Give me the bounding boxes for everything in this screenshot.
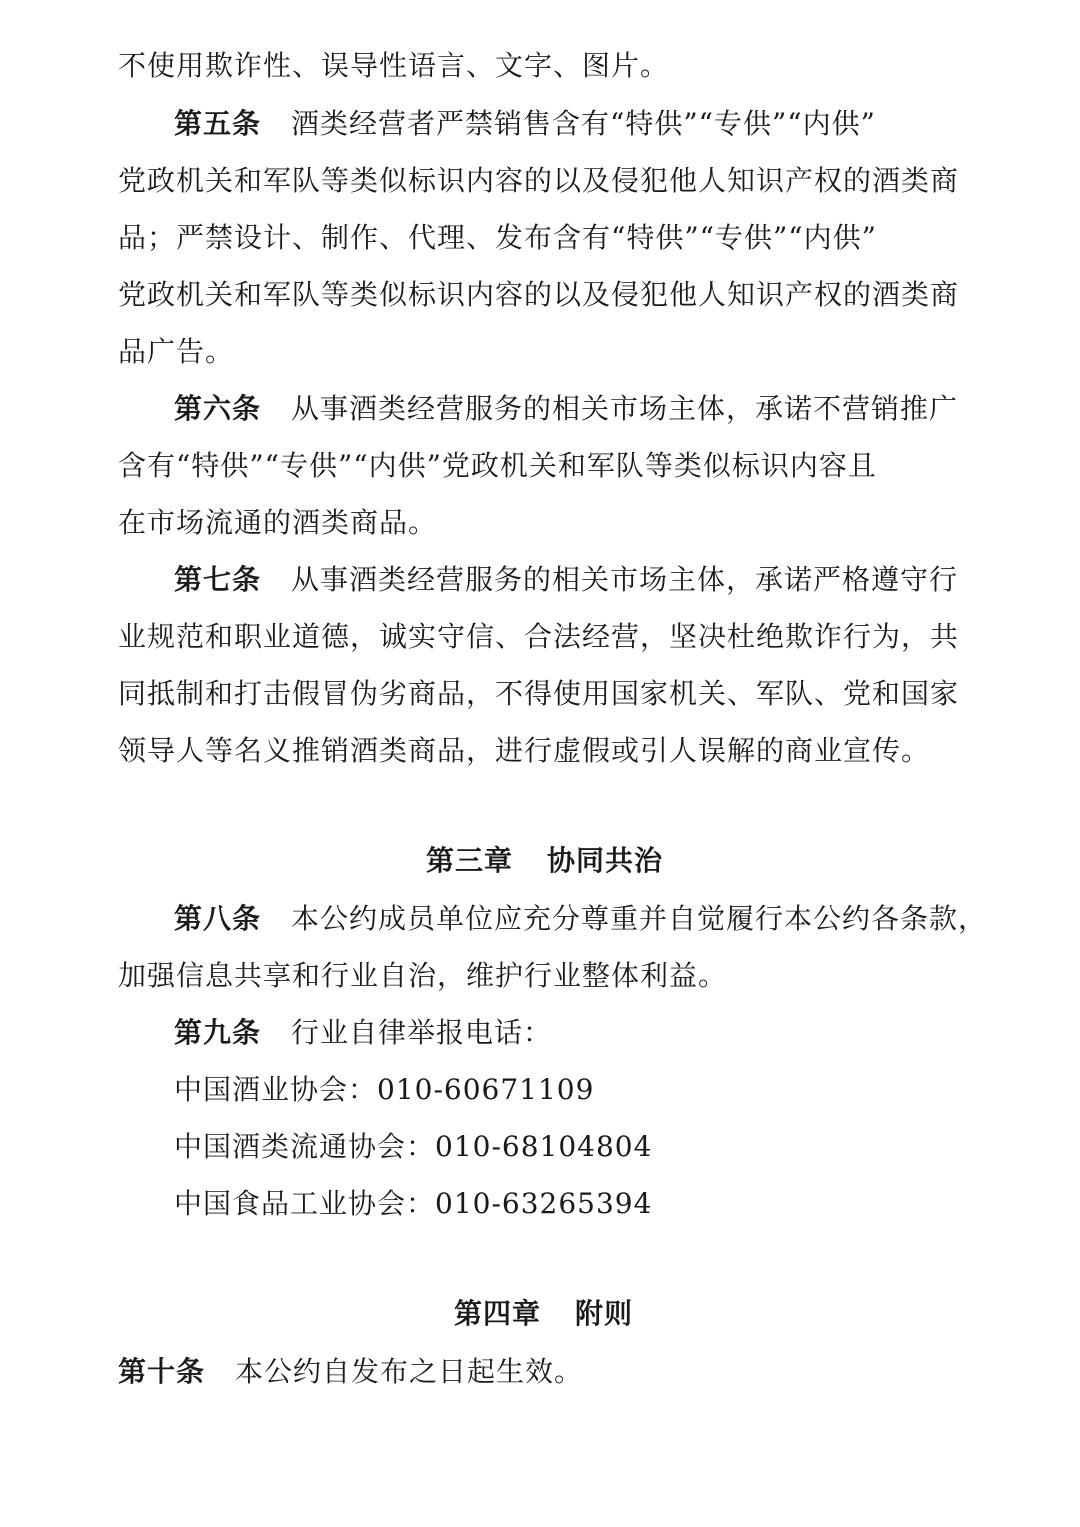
article-7-label: 第七条 <box>174 563 262 596</box>
article-5-line-2: 党政机关和军队等类似标识内容的以及侵犯他人知识产权的酒类商 <box>118 164 960 197</box>
chapter-3-title: 协同共治 <box>547 844 664 877</box>
article-5-line-3: 品；严禁设计、制作、代理、发布含有“特供”“专供”“内供” <box>118 221 877 254</box>
article-10-label: 第十条 <box>118 1355 206 1388</box>
chapter-4-number: 第四章 <box>454 1297 542 1330</box>
article-7-line-2: 业规范和职业道德，诚实守信、合法经营，坚决杜绝欺诈行为，共 <box>118 620 960 653</box>
article-5-text: 酒类经营者严禁销售含有“特供”“专供”“内供” <box>291 107 876 140</box>
article-10-line-1 <box>118 1352 583 1392</box>
article-9-line-1 <box>174 1013 552 1053</box>
article-6-label: 第六条 <box>174 392 262 425</box>
article-8-label: 第八条 <box>174 902 262 935</box>
chapter-3-heading <box>426 841 663 881</box>
article-6-line-1 <box>174 389 958 429</box>
hotline-item: 中国食品工业协会：010-63265394 <box>174 1187 653 1220</box>
article-7-line-4: 领导人等名义推销酒类商品，进行虚假或引人误解的商业宣传。 <box>118 734 931 767</box>
article-6-text: 从事酒类经营服务的相关市场主体，承诺不营销推广 <box>291 392 959 425</box>
article-7-line-3: 同抵制和打击假冒伪劣商品，不得使用国家机关、军队、党和国家 <box>118 677 960 710</box>
article-7-line-1 <box>174 560 958 600</box>
article-5-line-5: 品广告。 <box>118 335 235 368</box>
article-8-line-2: 加强信息共享和行业自治，维护行业整体利益。 <box>118 959 728 992</box>
article-8-line-1 <box>174 899 987 939</box>
article-9-text: 行业自律举报电话： <box>291 1016 553 1049</box>
article-5-label: 第五条 <box>174 107 262 140</box>
paragraph-line: 不使用欺诈性、误导性语言、文字、图片。 <box>118 49 670 82</box>
article-7-text: 从事酒类经营服务的相关市场主体，承诺严格遵守行 <box>291 563 959 596</box>
article-9-label: 第九条 <box>174 1016 262 1049</box>
chapter-4-title: 附则 <box>575 1297 634 1330</box>
chapter-4-heading <box>454 1294 633 1334</box>
article-5-line-1 <box>174 104 876 144</box>
hotline-item: 中国酒类流通协会：010-68104804 <box>174 1130 653 1163</box>
article-6-line-3: 在市场流通的酒类商品。 <box>118 506 438 539</box>
article-10-text: 本公约自发布之日起生效。 <box>235 1355 584 1388</box>
hotline-item: 中国酒业协会：010-60671109 <box>174 1073 595 1106</box>
article-6-line-2: 含有“特供”“专供”“内供”党政机关和军队等类似标识内容且 <box>118 449 877 482</box>
article-8-text: 本公约成员单位应充分尊重并自觉履行本公约各条款， <box>291 902 988 935</box>
chapter-3-number: 第三章 <box>426 844 514 877</box>
article-5-line-4: 党政机关和军队等类似标识内容的以及侵犯他人知识产权的酒类商 <box>118 278 960 311</box>
